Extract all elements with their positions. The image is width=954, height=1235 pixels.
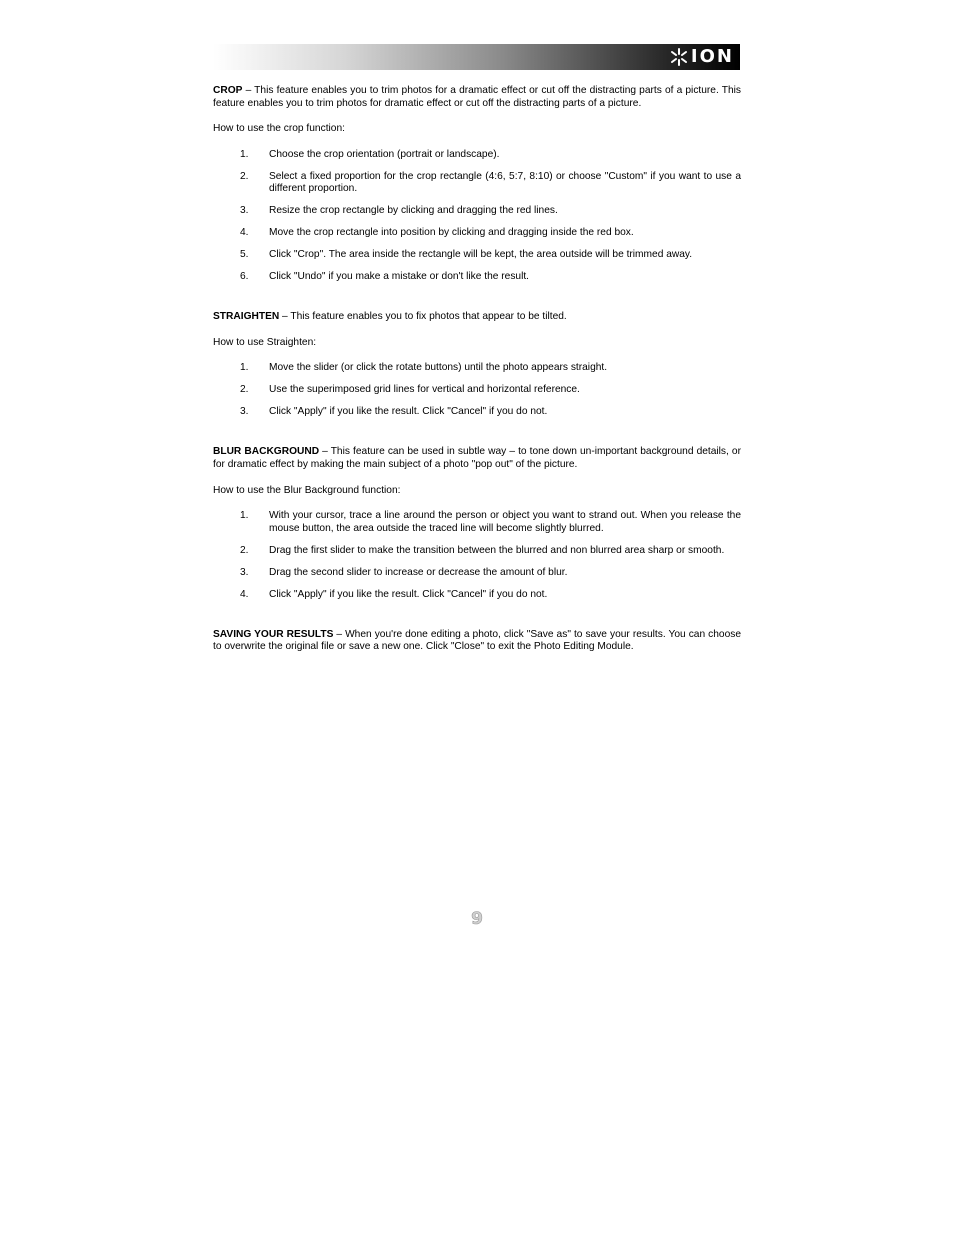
crop-description: – This feature enables you to trim photos for a dramatic effect or cut off the distracting parts of a picture. This feature enables you to trim photos for dramatic effect or cut off the distracting parts of a picture. bbox=[213, 85, 741, 109]
crop-howto: How to use the crop function: bbox=[213, 123, 345, 135]
list-item: 3. Resize the crop rectangle by clicking and dragging the red lines. bbox=[240, 205, 558, 217]
crop-paragraph bbox=[213, 85, 741, 110]
list-item: 1. Move the slider (or click the rotate buttons) until the photo appears straight. bbox=[240, 362, 608, 374]
straighten-heading: STRAIGHTEN bbox=[213, 311, 280, 323]
crop-steps bbox=[213, 149, 741, 284]
header-gradient-bar bbox=[213, 44, 740, 70]
list-item: 2. Drag the first slider to make the transition between the blurred and non blurred area sharp or smooth. bbox=[240, 544, 725, 556]
logo-text: ION bbox=[690, 46, 734, 67]
straighten-steps bbox=[213, 362, 741, 419]
list-item: 3. Drag the second slider to increase or decrease the amount of blur. bbox=[240, 566, 568, 578]
document-body bbox=[213, 85, 741, 654]
straighten-paragraph bbox=[213, 311, 741, 324]
saving-results-paragraph bbox=[213, 629, 741, 654]
page-number: 9 bbox=[471, 909, 483, 929]
list-item: 1. With your cursor, trace a line around the person or object you want to strand out. When you release the mouse button, the area outside the traced line will become slightly blurred. bbox=[240, 510, 741, 534]
crop-heading: CROP bbox=[213, 85, 243, 96]
blur-background-description: – This feature can be used in subtle way – to tone down un-important background details, or for dramatic effect by making the main subject of a photo "pop out" of the picture. bbox=[213, 446, 741, 471]
list-item: 4. Move the crop rectangle into position by clicking and dragging inside the red box. bbox=[240, 227, 634, 239]
list-item: 2. Use the superimposed grid lines for vertical and horizontal reference. bbox=[240, 384, 580, 396]
straighten-howto: How to use Straighten: bbox=[213, 336, 317, 348]
list-item: 3. Click "Apply" if you like the result. Click "Cancel" if you do not. bbox=[240, 406, 548, 418]
list-item: 6. Click "Undo" if you make a mistake or don't like the result. bbox=[240, 271, 530, 283]
blur-background-paragraph bbox=[213, 446, 741, 471]
list-item: 5. Click "Crop". The area inside the rectangle will be kept, the area outside will be trimmed away. bbox=[240, 249, 693, 261]
list-item: 1. Choose the crop orientation (portrait or landscape). bbox=[240, 148, 500, 160]
ion-logo bbox=[670, 47, 734, 67]
blur-background-howto: How to use the Blur Background function: bbox=[213, 484, 401, 496]
list-item: 4. Click "Apply" if you like the result. Click "Cancel" if you do not. bbox=[240, 588, 548, 600]
list-item: 2. Select a fixed proportion for the crop rectangle (4:6, 5:7, 8:10) or choose "Custom" if you want to use a different proportion. bbox=[240, 170, 741, 195]
starburst-icon bbox=[670, 48, 688, 66]
saving-results-heading: SAVING YOUR RESULTS bbox=[213, 628, 334, 640]
blur-background-heading: BLUR BACKGROUND bbox=[213, 446, 320, 458]
saving-results-description: – When you're done editing a photo, click "Save as" to save your results. You can choose to overwrite the original file or save a new one. Click "Close" to exit the Photo Editing Module. bbox=[213, 628, 741, 653]
blur-background-steps bbox=[213, 510, 741, 601]
straighten-description: – This feature enables you to fix photos that appear to be tilted. bbox=[279, 311, 567, 323]
